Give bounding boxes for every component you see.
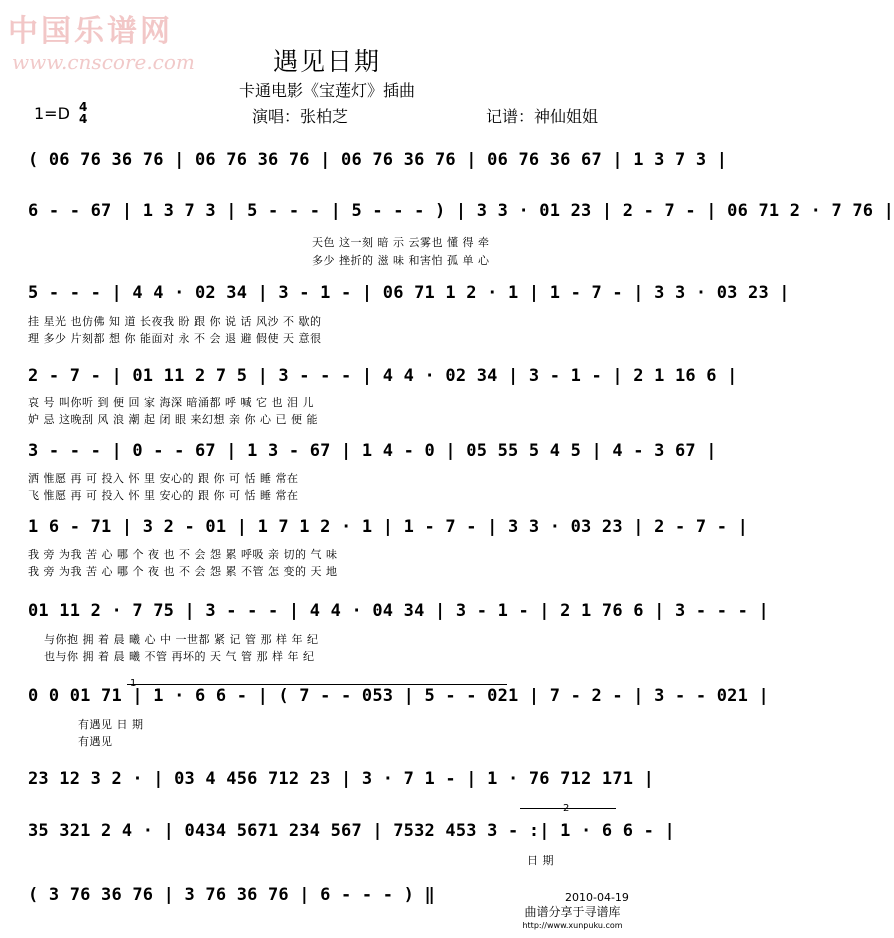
singer-credit: 演唱：张柏芝	[252, 107, 349, 126]
time-signature-bottom: 4	[79, 112, 88, 126]
watermark-site-name: 中国乐谱网	[8, 14, 173, 49]
lyric-line: 日 期	[527, 854, 554, 867]
lyric-line: 飞 惟愿 再 可 投入 怀 里 安心的 跟 你 可 恬 睡 常在	[28, 489, 299, 502]
score-system-1: ( 06 76 36 76 | 06 76 36 76 | 06 76 36 76 | 06 76 36 67 | 1 3 7 3 |	[28, 150, 728, 170]
score-system-6: 1 6 - 71 | 3 2 - 01 | 1 7 1 2 · 1 | 1 - 7 - | 3 3 · 03 23 | 2 - 7 - |	[28, 517, 749, 537]
transcriber-credit: 记谱：神仙姐姐	[486, 107, 599, 126]
score-system-9: 23 12 3 2 · | 03 4 456 712 23 | 3 · 7 1 - | 1 · 76 712 171 |	[28, 769, 655, 789]
footer-text: 曲谱分享于寻谱库	[524, 905, 621, 919]
key-signature: 1=D	[34, 104, 70, 123]
time-signature-top: 4	[79, 100, 88, 114]
transcription-date: 2010-04-19	[565, 891, 629, 904]
lyric-line: 我 旁 为我 苦 心 哪 个 夜 也 不 会 怨 累 呼吸 亲 切的 气 味	[28, 548, 338, 561]
song-title: 遇见日期	[272, 47, 381, 76]
lyric-line: 理 多少 片刻都 想 你 能面对 永 不 会 退 避 假使 天 意很	[28, 332, 322, 345]
lyric-line: 多少 挫折的 滋 味 和害怕 孤 单 心	[312, 254, 490, 267]
watermark-url: www.cnscore.com	[12, 50, 195, 74]
volta-bracket	[520, 808, 616, 809]
score-system-8: 0 0 01 71 | 1 · 6 6 - | ( 7 - - 053 | 5 - - 021 | 7 - 2 - | 3 - - 021 |	[28, 686, 769, 706]
score-system-11: ( 3 76 36 76 | 3 76 36 76 | 6 - - - ) ‖	[28, 885, 435, 905]
score-system-10: 35 321 2 4 · | 0434 5671 234 567 | 7532 453 3 - :| 1 · 6 6 - |	[28, 821, 675, 841]
footer-url[interactable]: http://www.xunpuku.com	[522, 921, 623, 930]
score-system-3: 5 - - - | 4 4 · 02 34 | 3 - 1 - | 06 71 1 2 · 1 | 1 - 7 - | 3 3 · 03 23 |	[28, 283, 790, 303]
lyric-line: 妒 忌 这晚刮 风 浪 潮 起 闭 眼 来幻想 亲 你 心 已 便 能	[28, 413, 318, 426]
lyric-line: 哀 号 叫你听 到 便 回 家 海深 暗涌都 呼 喊 它 也 泪 儿	[28, 396, 314, 409]
volta-bracket	[127, 684, 507, 685]
footer-credit	[500, 906, 645, 932]
score-system-4: 2 - 7 - | 01 11 2 7 5 | 3 - - - | 4 4 · 02 34 | 3 - 1 - | 2 1 16 6 |	[28, 366, 738, 386]
lyric-line: 有遇见 日 期	[78, 718, 144, 731]
time-signature	[79, 101, 87, 125]
lyric-line: 我 旁 为我 苦 心 哪 个 夜 也 不 会 怨 累 不管 怎 变的 天 地	[28, 565, 338, 578]
lyric-line: 挂 星光 也仿佛 知 道 长夜我 盼 跟 你 说 话 风沙 不 歇的	[28, 315, 322, 328]
lyric-line: 洒 惟愿 再 可 投入 怀 里 安心的 跟 你 可 恬 睡 常在	[28, 472, 299, 485]
song-subtitle: 卡通电影《宝莲灯》插曲	[238, 81, 415, 100]
lyric-line: 也与你 拥 着 晨 曦 不管 再坏的 天 气 管 那 样 年 纪	[44, 650, 315, 663]
lyric-line: 有遇见	[78, 735, 113, 748]
score-system-5: 3 - - - | 0 - - 67 | 1 3 - 67 | 1 4 - 0 | 05 55 5 4 5 | 4 - 3 67 |	[28, 441, 717, 461]
lyric-line: 天色 这一刻 暗 示 云雾也 懂 得 牵	[312, 236, 490, 249]
score-system-2: 6 - - 67 | 1 3 7 3 | 5 - - - | 5 - - - ) | 3 3 · 01 23 | 2 - 7 - | 06 71 2 · 7 76 |	[28, 201, 894, 221]
lyric-line: 与你抱 拥 着 晨 曦 心 中 一世都 紧 记 管 那 样 年 纪	[44, 633, 319, 646]
score-system-7: 01 11 2 · 7 75 | 3 - - - | 4 4 · 04 34 | 3 - 1 - | 2 1 76 6 | 3 - - - |	[28, 601, 769, 621]
